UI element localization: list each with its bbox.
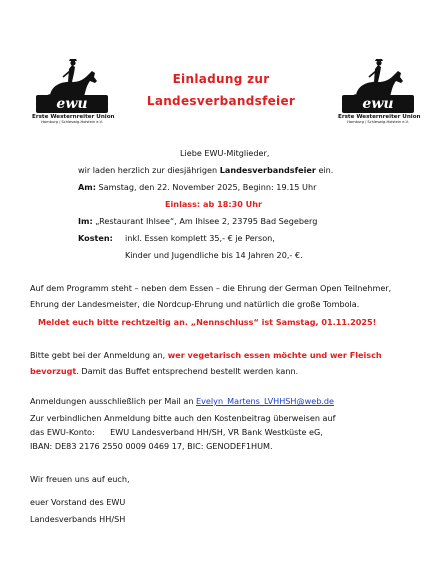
location-text: „Restaurant Ihlsee“, Am Ihlsee 2, 23795 Bad Segeberg (92, 216, 318, 226)
ewu-mark (342, 95, 414, 113)
veg-line-2 (30, 366, 298, 376)
greeting: Liebe EWU-Mitglieder, (180, 148, 270, 158)
logo-caption-left (32, 114, 115, 124)
payment-line-1: Zur verbindlichen Anmeldung bitte auch den Kostenbeitrag überweisen auf (30, 413, 336, 423)
costs-children: Kinder und Jugendliche bis 14 Jahren 20,- €. (125, 250, 303, 260)
title-line-1: Einladung zur (172, 72, 270, 86)
logo-caption-sub: Hamburg / Schleswig-Holstein e.V. (41, 120, 103, 124)
veg-highlight: wer vegetarisch essen möchte und wer Fleisch (167, 350, 382, 360)
closing-line-3: Landesverbands HH/SH (30, 514, 126, 524)
date-label: Am: (78, 182, 96, 192)
invite-prefix: wir laden herzlich zur diesjährigen (78, 165, 220, 175)
logo-caption-main: Erste Westernreiter Union (338, 114, 421, 120)
location-label: Im: (78, 216, 93, 226)
date-text: Samstag, den 22. November 2025, Beginn: 19.15 Uhr (95, 182, 317, 192)
registration-line (30, 396, 334, 406)
title-line-2: Landesverbandsfeier (146, 94, 296, 108)
costs-adults: inkl. Essen komplett 35,- € je Person, (125, 233, 275, 243)
program-line-1: Auf dem Programm steht – neben dem Essen – die Ehrung der German Open Teilnehmer, (30, 283, 392, 293)
deadline-notice: Meldet euch bitte rechtzeitig an. „Nennschluss“ ist Samstag, 01.11.2025! (38, 317, 377, 327)
ewu-mark-text: ewu (362, 96, 394, 112)
logo-caption-main: Erste Westernreiter Union (32, 114, 115, 120)
closing-line-1: Wir freuen uns auf euch, (30, 474, 130, 484)
veg-prefix: Bitte gebt bei der Anmeldung an, (30, 350, 168, 360)
veg-suffix: . Damit das Buffet entsprechend bestellt werden kann. (76, 366, 299, 376)
registration-email-link[interactable]: Evelyn_Martens_LVHHSH@web.de (196, 396, 335, 406)
logo-caption-right (338, 114, 421, 124)
ewu-mark-text: ewu (56, 96, 88, 112)
event-date (78, 182, 316, 192)
invite-text (78, 165, 333, 175)
payment-line-3: IBAN: DE83 2176 2550 0009 0469 17, BIC: GENODEF1HUM. (30, 441, 273, 451)
invite-event-name: Landesverbandsfeier (219, 165, 316, 175)
ewu-mark (36, 95, 108, 113)
payment-line-2: das EWU-Konto: EWU Landesverband HH/SH, VR Bank Westküste eG, (30, 427, 323, 437)
program-line-2: Ehrung der Landesmeister, die Nordcup-Ehrung und natürlich die große Tombola. (30, 299, 360, 309)
admission-time: Einlass: ab 18:30 Uhr (165, 199, 262, 209)
registration-text: Anmeldungen ausschließlich per Mail an (30, 396, 197, 406)
veg-line-1 (30, 350, 382, 360)
costs-label: Kosten: (78, 233, 113, 243)
logo-caption-sub: Hamburg / Schleswig-Holstein e.V. (347, 120, 409, 124)
event-location (78, 216, 317, 226)
closing-line-2: euer Vorstand des EWU (30, 497, 126, 507)
invite-suffix: ein. (315, 165, 334, 175)
veg-highlight-end: bevorzugt (30, 366, 77, 376)
